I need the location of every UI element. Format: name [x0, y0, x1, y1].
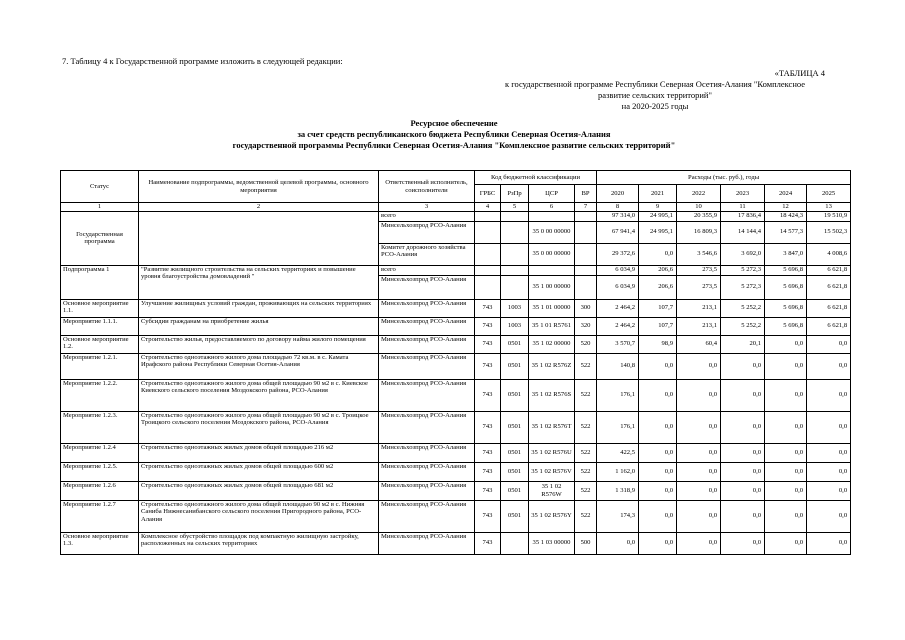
cell-status: Мероприятие 1.2.4 [61, 443, 139, 462]
cell-csr: 35 1 03 00000 [529, 532, 575, 554]
document-title [60, 118, 848, 151]
cell-responsible: Минсельхозпрод РСО-Алания [379, 411, 475, 443]
cell-status: Мероприятие 1.1.1. [61, 317, 139, 335]
cell-rzpr [501, 211, 529, 221]
cell-expense: 0,0 [677, 443, 721, 462]
header-vr: ВР [575, 185, 597, 203]
cell-status: Основное мероприятие 1.3. [61, 532, 139, 554]
table-row [61, 481, 851, 500]
cell-expense: 29 372,6 [597, 243, 639, 265]
cell-expense: 0,0 [639, 500, 677, 532]
cell-expense: 5 272,3 [721, 265, 765, 275]
col-number: 2 [139, 203, 379, 212]
cell-vr: 522 [575, 353, 597, 379]
cell-csr: 35 1 02 R576V [529, 462, 575, 481]
cell-rzpr: 0501 [501, 500, 529, 532]
cell-grbs: 743 [475, 500, 501, 532]
cell-rzpr: 0501 [501, 353, 529, 379]
cell-expense: 0,0 [639, 243, 677, 265]
header-year: 2020 [597, 185, 639, 203]
cell-expense: 0,0 [807, 481, 851, 500]
table-row [61, 299, 851, 317]
cell-status: Основное мероприятие 1.2. [61, 335, 139, 353]
table-row [61, 500, 851, 532]
cell-expense: 6 034,9 [597, 265, 639, 275]
header-name: Наименование подпрограммы, ведомственной целевой программы, основного мероприятия [139, 171, 379, 203]
caption-line: «ТАБЛИЦА 4 [774, 68, 825, 78]
cell-rzpr: 0501 [501, 462, 529, 481]
col-number: 11 [721, 203, 765, 212]
cell-responsible: всего [379, 211, 475, 221]
cell-expense: 0,0 [677, 411, 721, 443]
cell-rzpr: 0501 [501, 411, 529, 443]
cell-name: Строительство одноэтажного жилого дома общей площадью 90 м2 в с. Троицкое Троицкого сельского поселения Моздокского района, РСО-Алания [139, 411, 379, 443]
cell-expense: 16 809,3 [677, 221, 721, 243]
cell-expense: 0,0 [639, 411, 677, 443]
cell-name: Субсидии гражданам на приобретение жилья [139, 317, 379, 335]
col-number: 9 [639, 203, 677, 212]
cell-expense: 206,6 [639, 265, 677, 275]
col-number: 10 [677, 203, 721, 212]
cell-expense: 4 008,6 [807, 243, 851, 265]
cell-responsible: Комитет дорожного хозяйства РСО-Алания [379, 243, 475, 265]
cell-expense: 213,1 [677, 299, 721, 317]
cell-rzpr [501, 221, 529, 243]
cell-rzpr [501, 275, 529, 299]
cell-name: Строительство одноэтажных жилых домов общей площадью 681 м2 [139, 481, 379, 500]
cell-expense: 0,0 [677, 353, 721, 379]
title-line: за счет средств республиканского бюджета Республики Северная Осетия-Алания [297, 129, 611, 139]
cell-name: Строительство одноэтажного жилого дома общей площадью 90 м2 в с. Нижняя Саниба Нижнесанибанского сельского поселения Пригородного района, РСО-Алания [139, 500, 379, 532]
cell-expense: 0,0 [721, 443, 765, 462]
cell-grbs: 743 [475, 411, 501, 443]
cell-grbs: 743 [475, 443, 501, 462]
cell-expense: 6 621,8 [807, 275, 851, 299]
intro-text: 7. Таблицу 4 к Государственной программе изложить в следующей редакции: [62, 56, 343, 66]
cell-expense: 98,9 [639, 335, 677, 353]
cell-expense: 2 464,2 [597, 317, 639, 335]
cell-csr: 35 1 02 R576Z [529, 353, 575, 379]
cell-expense: 0,0 [639, 443, 677, 462]
cell-vr [575, 211, 597, 221]
table-row [61, 462, 851, 481]
cell-name [139, 211, 379, 265]
cell-expense: 422,5 [597, 443, 639, 462]
cell-csr: 35 1 00 00000 [529, 275, 575, 299]
cell-csr: 35 1 02 00000 [529, 335, 575, 353]
cell-expense: 206,6 [639, 275, 677, 299]
resource-table [60, 170, 851, 555]
cell-expense: 0,0 [807, 411, 851, 443]
cell-expense: 0,0 [677, 500, 721, 532]
cell-responsible: Минсельхозпрод РСО-Алания [379, 221, 475, 243]
cell-csr: 35 1 02 R576Y [529, 500, 575, 532]
cell-csr: 35 1 02 R576T [529, 411, 575, 443]
cell-expense: 5 696,8 [765, 265, 807, 275]
cell-expense: 0,0 [721, 532, 765, 554]
cell-vr: 522 [575, 443, 597, 462]
cell-expense: 15 502,3 [807, 221, 851, 243]
cell-expense: 6 621,8 [807, 299, 851, 317]
cell-vr: 520 [575, 335, 597, 353]
cell-expense: 0,0 [721, 481, 765, 500]
table-row [61, 335, 851, 353]
cell-expense: 0,0 [765, 481, 807, 500]
cell-rzpr [501, 243, 529, 265]
cell-rzpr [501, 532, 529, 554]
cell-vr: 522 [575, 481, 597, 500]
cell-expense: 0,0 [765, 532, 807, 554]
cell-csr: 35 0 00 00000 [529, 243, 575, 265]
cell-expense: 107,7 [639, 317, 677, 335]
cell-status: Мероприятие 1.2.5. [61, 462, 139, 481]
cell-rzpr [501, 265, 529, 275]
header-rzpr: РзПр [501, 185, 529, 203]
cell-csr [529, 265, 575, 275]
cell-expense: 5 696,8 [765, 299, 807, 317]
header-responsible: Ответственный исполнитель, соисполнители [379, 171, 475, 203]
cell-status: Государственная программа [61, 211, 139, 265]
header-year: 2024 [765, 185, 807, 203]
cell-rzpr: 0501 [501, 443, 529, 462]
cell-name: Улучшение жилищных условий граждан, проживающих на сельских территориях [139, 299, 379, 317]
caption-line: на 2020-2025 годы [621, 101, 689, 111]
cell-status: Мероприятие 1.2.1. [61, 353, 139, 379]
cell-expense: 0,0 [597, 532, 639, 554]
cell-csr: 35 0 00 00000 [529, 221, 575, 243]
cell-vr: 500 [575, 532, 597, 554]
cell-grbs: 743 [475, 317, 501, 335]
cell-expense: 0,0 [721, 462, 765, 481]
cell-expense: 20,1 [721, 335, 765, 353]
col-number: 5 [501, 203, 529, 212]
col-number: 3 [379, 203, 475, 212]
cell-csr: 35 1 02 R576S [529, 379, 575, 411]
cell-name: "Развитие жилищного строительства на сельских территориях и повышение уровня благоустройства домовладений " [139, 265, 379, 299]
cell-expense: 3 692,0 [721, 243, 765, 265]
cell-responsible: Минсельхозпрод РСО-Алания [379, 532, 475, 554]
caption-line: к государственной программе Республики Северная Осетия-Алания "Комплексное [504, 79, 805, 89]
cell-expense: 0,0 [765, 335, 807, 353]
cell-responsible: Минсельхозпрод РСО-Алания [379, 481, 475, 500]
cell-expense: 213,1 [677, 317, 721, 335]
cell-grbs: 743 [475, 379, 501, 411]
cell-responsible: Минсельхозпрод РСО-Алания [379, 500, 475, 532]
cell-expense: 0,0 [765, 462, 807, 481]
cell-expense: 5 272,3 [721, 275, 765, 299]
cell-expense: 24 995,1 [639, 211, 677, 221]
cell-expense: 6 621,8 [807, 265, 851, 275]
cell-status: Мероприятие 1.2.7 [61, 500, 139, 532]
cell-status: Мероприятие 1.2.3. [61, 411, 139, 443]
cell-expense: 0,0 [639, 481, 677, 500]
cell-expense: 18 424,3 [765, 211, 807, 221]
table-header-caption [445, 68, 865, 112]
cell-name: Строительство жилья, предоставляемого по договору найма жилого помещения [139, 335, 379, 353]
cell-grbs [475, 243, 501, 265]
cell-expense: 97 314,0 [597, 211, 639, 221]
cell-status: Основное мероприятие 1.1. [61, 299, 139, 317]
cell-expense: 5 696,8 [765, 275, 807, 299]
table-row [61, 443, 851, 462]
table-row [61, 353, 851, 379]
cell-status: Мероприятие 1.2.2. [61, 379, 139, 411]
cell-rzpr: 0501 [501, 379, 529, 411]
header-expenses: Расходы (тыс. руб.), годы [597, 171, 851, 185]
table-row [61, 211, 851, 221]
cell-expense: 0,0 [677, 462, 721, 481]
cell-responsible: Минсельхозпрод РСО-Алания [379, 353, 475, 379]
cell-expense: 0,0 [721, 379, 765, 411]
cell-vr [575, 265, 597, 275]
col-number: 13 [807, 203, 851, 212]
cell-expense: 176,1 [597, 379, 639, 411]
cell-vr: 522 [575, 462, 597, 481]
cell-expense: 0,0 [807, 353, 851, 379]
cell-csr: 35 1 01 00000 [529, 299, 575, 317]
column-number-row [61, 203, 851, 212]
cell-expense: 0,0 [765, 411, 807, 443]
cell-expense: 0,0 [807, 443, 851, 462]
cell-csr: 35 1 02 R576U [529, 443, 575, 462]
cell-grbs: 743 [475, 462, 501, 481]
cell-expense: 0,0 [677, 379, 721, 411]
cell-responsible: Минсельхозпрод РСО-Алания [379, 299, 475, 317]
cell-csr: 35 1 02 R576W [529, 481, 575, 500]
col-number: 12 [765, 203, 807, 212]
cell-grbs: 743 [475, 353, 501, 379]
cell-expense: 0,0 [721, 500, 765, 532]
cell-rzpr: 1003 [501, 317, 529, 335]
header-year: 2023 [721, 185, 765, 203]
header-grbs: ГРБС [475, 185, 501, 203]
cell-responsible: Минсельхозпрод РСО-Алания [379, 462, 475, 481]
cell-name: Строительство одноэтажного жилого дома общей площадью 90 м2 в с. Киевское Киевского сельского поселения Моздокского района, РСО-Алания [139, 379, 379, 411]
cell-expense: 0,0 [639, 532, 677, 554]
cell-expense: 5 252,2 [721, 299, 765, 317]
table-row [61, 379, 851, 411]
cell-expense: 0,0 [639, 462, 677, 481]
table-row [61, 411, 851, 443]
cell-responsible: Минсельхозпрод РСО-Алания [379, 275, 475, 299]
table-row [61, 265, 851, 275]
cell-expense: 14 144,4 [721, 221, 765, 243]
cell-expense: 60,4 [677, 335, 721, 353]
cell-csr [529, 211, 575, 221]
cell-expense: 67 941,4 [597, 221, 639, 243]
cell-name: Строительство одноэтажных жилых домов общей площадью 216 м2 [139, 443, 379, 462]
cell-expense: 24 995,1 [639, 221, 677, 243]
cell-expense: 0,0 [807, 379, 851, 411]
cell-vr [575, 221, 597, 243]
cell-status: Подпрограмма 1 [61, 265, 139, 299]
cell-expense: 0,0 [639, 379, 677, 411]
cell-expense: 0,0 [721, 411, 765, 443]
cell-expense: 174,3 [597, 500, 639, 532]
cell-rzpr: 0501 [501, 335, 529, 353]
cell-expense: 6 621,8 [807, 317, 851, 335]
cell-grbs: 743 [475, 299, 501, 317]
cell-expense: 6 034,9 [597, 275, 639, 299]
cell-vr: 522 [575, 500, 597, 532]
cell-expense: 20 355,9 [677, 211, 721, 221]
col-number: 7 [575, 203, 597, 212]
caption-line: развитие сельских территорий" [598, 90, 712, 100]
title-line: государственной программы Республики Северная Осетия-Алания "Комплексное развитие сельских территорий" [232, 140, 676, 150]
cell-responsible: Минсельхозпрод РСО-Алания [379, 317, 475, 335]
header-csr: ЦСР [529, 185, 575, 203]
cell-expense: 176,1 [597, 411, 639, 443]
cell-expense: 0,0 [765, 379, 807, 411]
cell-csr: 35 1 01 R5761 [529, 317, 575, 335]
col-number: 4 [475, 203, 501, 212]
cell-name: Строительство одноэтажных жилых домов общей площадью 600 м2 [139, 462, 379, 481]
header-budget-code: Код бюджетной классификации [475, 171, 597, 185]
header-year: 2021 [639, 185, 677, 203]
cell-expense: 19 510,9 [807, 211, 851, 221]
cell-vr: 522 [575, 411, 597, 443]
cell-responsible: Минсельхозпрод РСО-Алания [379, 443, 475, 462]
cell-grbs [475, 211, 501, 221]
table-row [61, 532, 851, 554]
header-year: 2025 [807, 185, 851, 203]
cell-expense: 3 847,0 [765, 243, 807, 265]
col-number: 8 [597, 203, 639, 212]
cell-expense: 0,0 [807, 532, 851, 554]
cell-name: Комплексное обустройство площадок под компактную жилищную застройку, расположенных на сельских территориях [139, 532, 379, 554]
cell-grbs [475, 221, 501, 243]
cell-expense: 0,0 [807, 500, 851, 532]
cell-rzpr: 0501 [501, 481, 529, 500]
cell-expense: 1 318,9 [597, 481, 639, 500]
cell-expense: 5 696,8 [765, 317, 807, 335]
cell-expense: 140,8 [597, 353, 639, 379]
cell-responsible: всего [379, 265, 475, 275]
cell-expense: 0,0 [765, 353, 807, 379]
cell-grbs [475, 275, 501, 299]
cell-expense: 17 836,4 [721, 211, 765, 221]
col-number: 1 [61, 203, 139, 212]
cell-responsible: Минсельхозпрод РСО-Алания [379, 379, 475, 411]
cell-expense: 273,5 [677, 265, 721, 275]
cell-vr [575, 243, 597, 265]
cell-expense: 5 252,2 [721, 317, 765, 335]
cell-vr: 300 [575, 299, 597, 317]
cell-expense: 0,0 [807, 335, 851, 353]
cell-expense: 1 162,0 [597, 462, 639, 481]
cell-expense: 14 577,3 [765, 221, 807, 243]
table-row [61, 317, 851, 335]
cell-rzpr: 1003 [501, 299, 529, 317]
cell-name: Строительство одноэтажного жилого дома площадью 72 кв.м. в с. Камата Ирафского района Республики Северная Осетия-Алания [139, 353, 379, 379]
cell-expense: 0,0 [765, 500, 807, 532]
cell-expense: 3 570,7 [597, 335, 639, 353]
cell-expense: 3 546,6 [677, 243, 721, 265]
cell-grbs: 743 [475, 481, 501, 500]
cell-expense: 273,5 [677, 275, 721, 299]
header-status: Статус [61, 171, 139, 203]
cell-vr: 320 [575, 317, 597, 335]
cell-expense: 0,0 [639, 353, 677, 379]
cell-status: Мероприятие 1.2.6 [61, 481, 139, 500]
cell-vr [575, 275, 597, 299]
cell-expense: 0,0 [677, 532, 721, 554]
cell-expense: 0,0 [721, 353, 765, 379]
cell-expense: 0,0 [677, 481, 721, 500]
cell-grbs: 743 [475, 335, 501, 353]
cell-grbs: 743 [475, 532, 501, 554]
col-number: 6 [529, 203, 575, 212]
header-year: 2022 [677, 185, 721, 203]
cell-expense: 0,0 [765, 443, 807, 462]
cell-responsible: Минсельхозпрод РСО-Алания [379, 335, 475, 353]
cell-vr: 522 [575, 379, 597, 411]
cell-grbs [475, 265, 501, 275]
cell-expense: 2 464,2 [597, 299, 639, 317]
cell-expense: 0,0 [807, 462, 851, 481]
cell-expense: 107,7 [639, 299, 677, 317]
title-line: Ресурсное обеспечение [410, 118, 498, 128]
